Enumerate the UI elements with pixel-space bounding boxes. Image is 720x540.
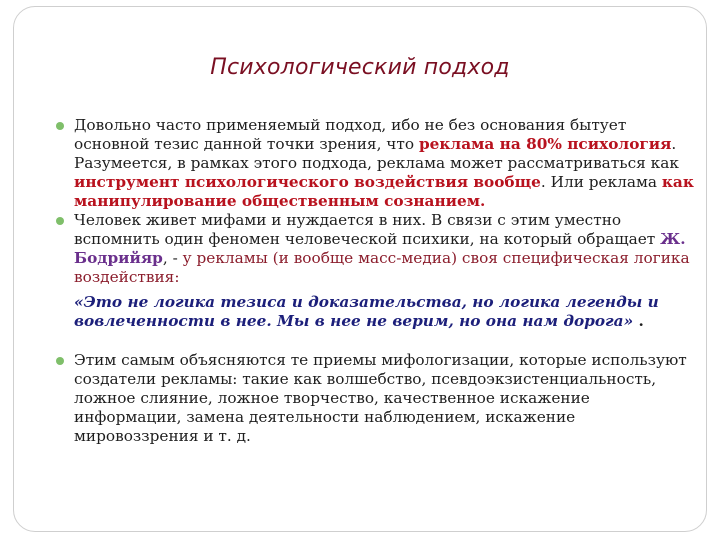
text-segment: Этим самым объясняются те приемы мифологизации, которые используют создатели рекламы: такие как волшебство, псевдоэкзистенциальность, ложное слияние, ложное творчество, качественное искажение информации, замена деятельности наблюдением, искажение мировоззрения и т. д.	[74, 351, 687, 445]
highlight-media-logic: у рекламы (и вообще масс-медиа) своя специфическая логика воздействия:	[74, 249, 690, 286]
text-segment: Довольно часто применяемый подход, ибо не без основания бытует основной тезис данной точки зрения, что	[74, 116, 627, 153]
slide-title: Психологический подход	[210, 55, 510, 80]
slide-frame	[13, 6, 707, 532]
bullet-icon	[56, 122, 64, 130]
quote-text: «Это не логика тезиса и доказательства, но логика легенды и вовлеченности в нее. Мы в нее не верим, но она нам дорога»	[74, 293, 659, 330]
bullet-item-techniques	[56, 351, 696, 446]
bullet-item-myths	[56, 211, 696, 331]
bullet-item-approach	[56, 116, 696, 211]
quote-block	[74, 293, 696, 331]
slide-content	[56, 116, 696, 446]
bullet-icon	[56, 357, 64, 365]
author-name: Ж. Бодрийяр	[74, 230, 686, 267]
highlight-influence-tool: инструмент психологического воздействия вообще	[74, 173, 541, 191]
highlight-advertising-psychology: реклама на 80% психология	[418, 135, 672, 153]
highlight-manipulation: как манипулирование общественным сознанием.	[74, 173, 694, 210]
text-segment: . Разумеется, в рамках этого подхода, реклама может рассматриваться как	[74, 135, 679, 172]
text-segment: . Или реклама	[540, 173, 662, 191]
bullet-icon	[56, 217, 64, 225]
text-segment: Человек живет мифами и нуждается в них. В связи с этим уместно вспомнить один феномен человеческой психики, на который обращает	[74, 211, 661, 248]
spacer	[56, 331, 696, 351]
text-segment: , -	[162, 249, 183, 267]
quote-end: .	[633, 312, 644, 330]
